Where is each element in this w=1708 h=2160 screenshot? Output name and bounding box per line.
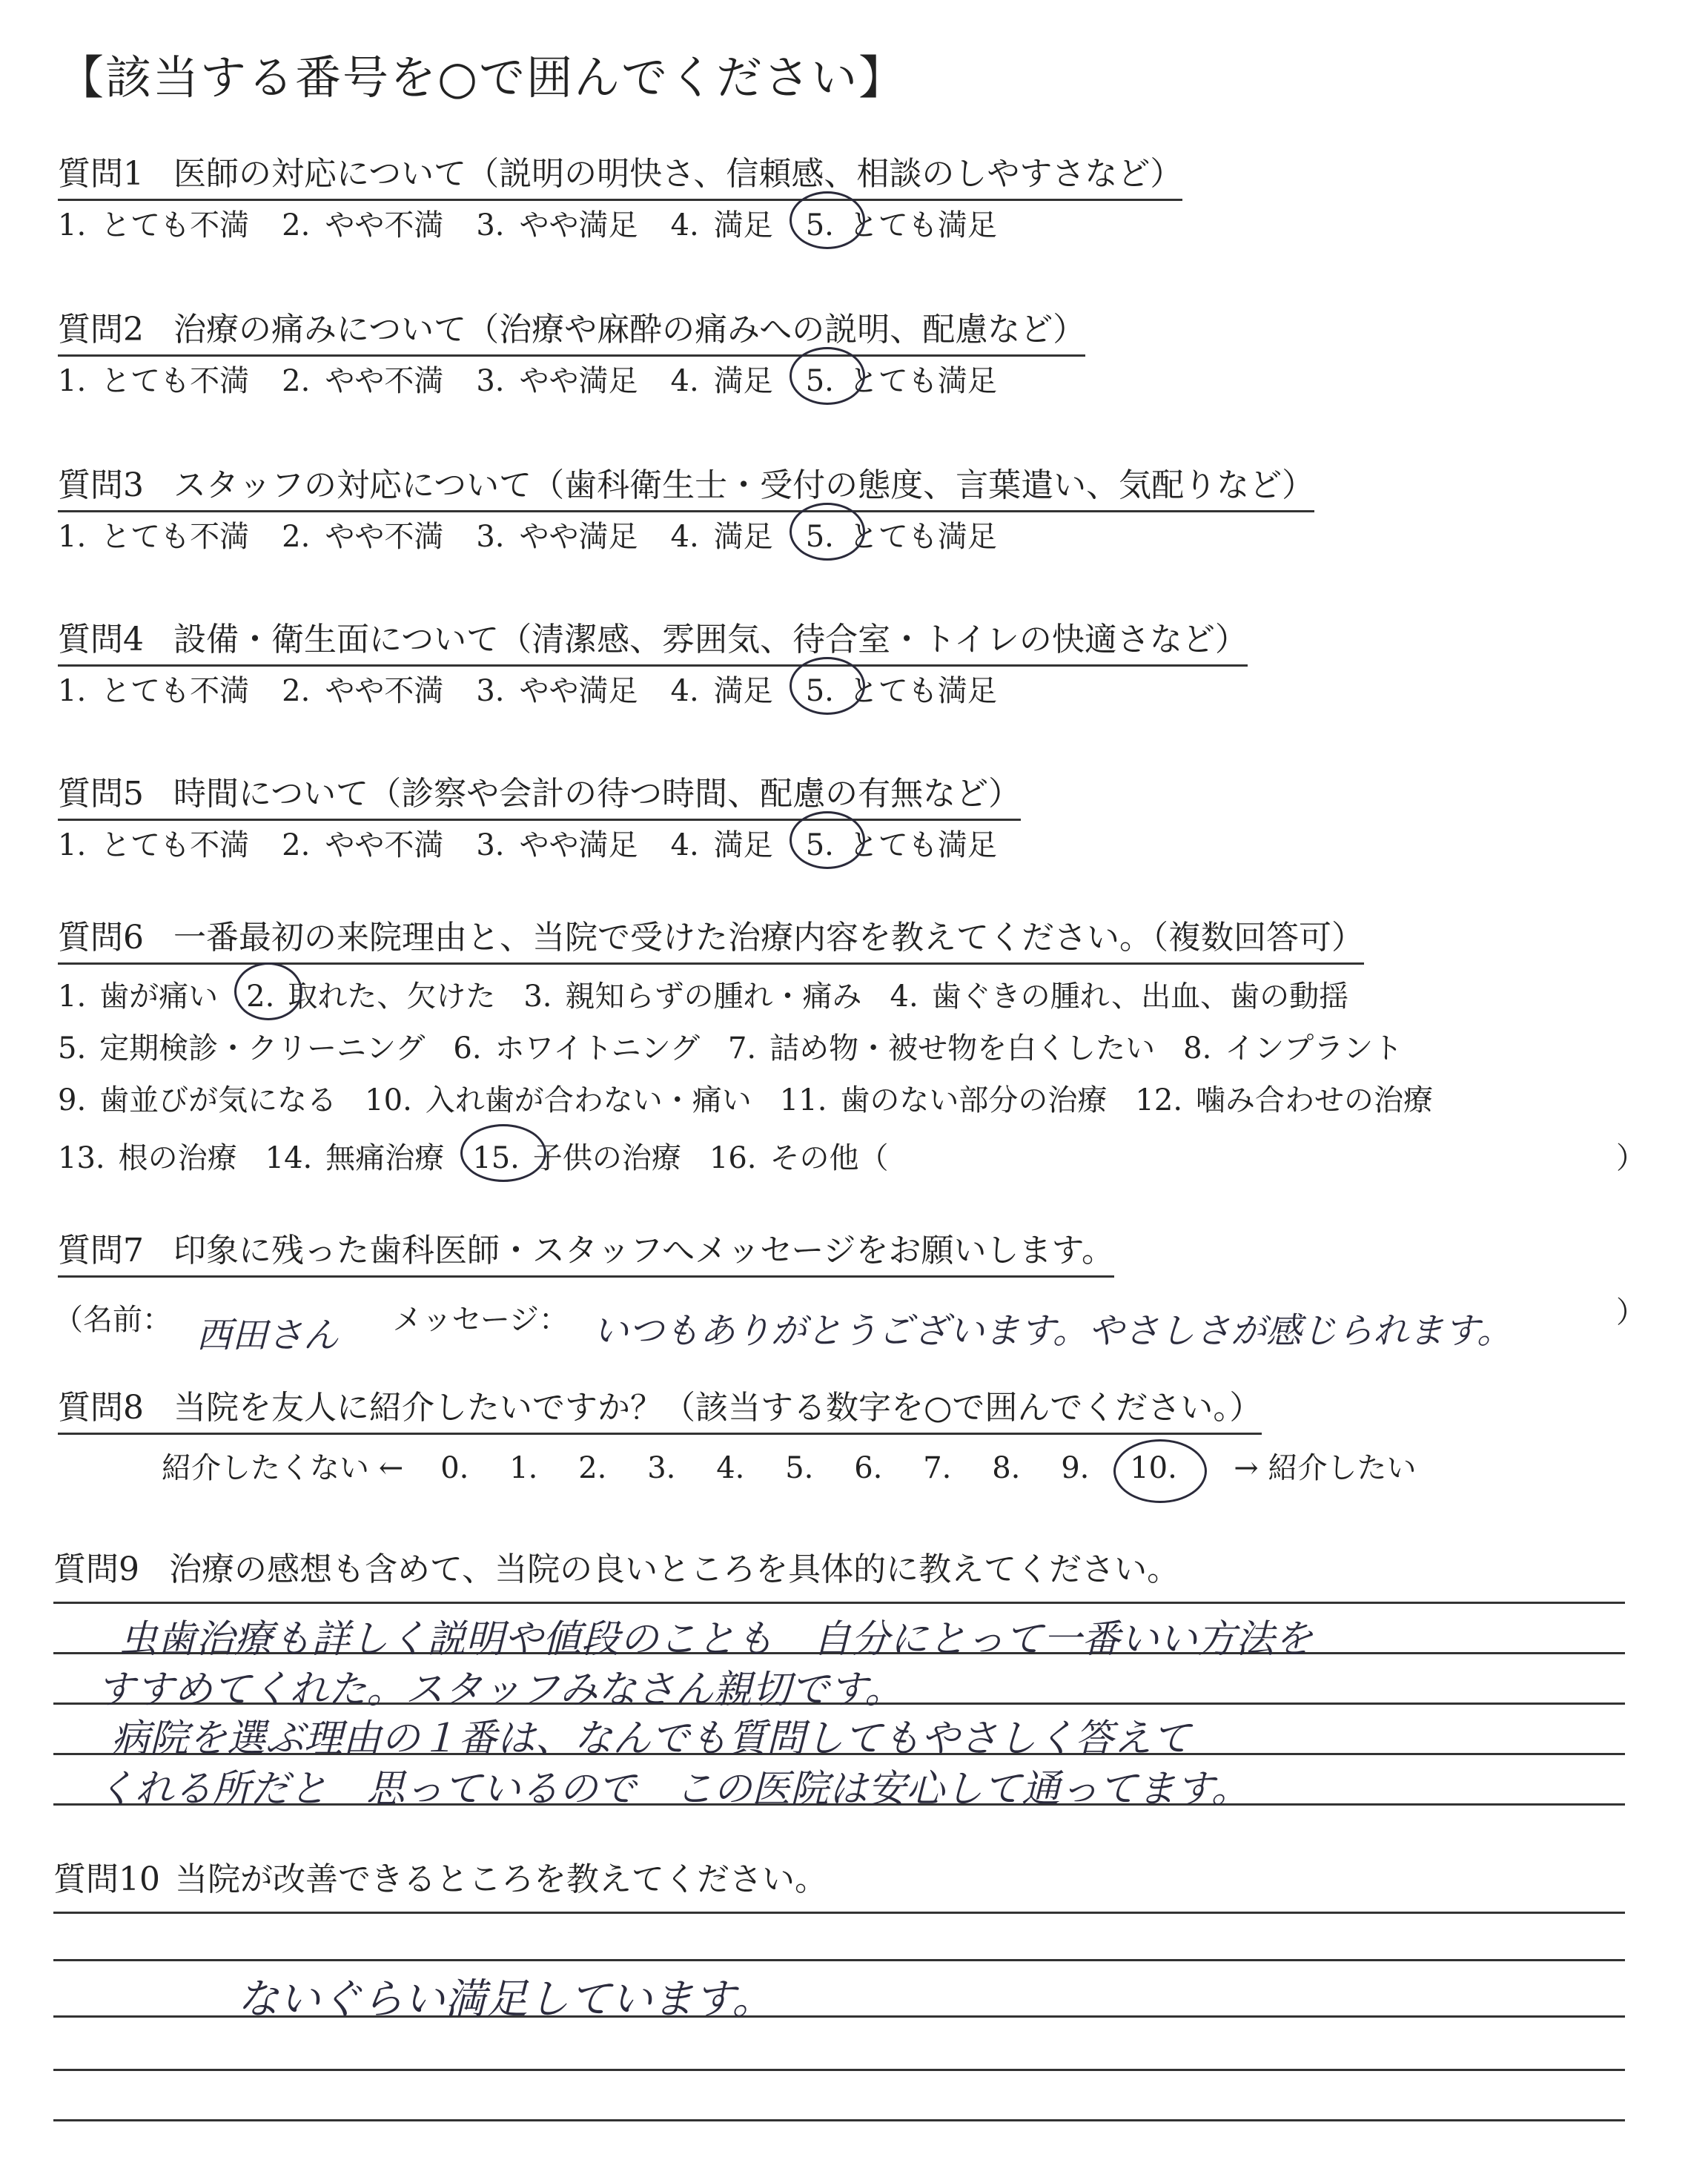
q6-option-label: 歯ぐきの腫れ、出血、歯の動揺 [931, 980, 1349, 1014]
rating-option[interactable] [806, 357, 997, 400]
rating-option[interactable] [806, 202, 997, 244]
q9-number: 質問9 [53, 1550, 139, 1588]
q10-rule [53, 2069, 1625, 2071]
rating-option-number: 4. [670, 208, 699, 242]
rating-option[interactable] [58, 667, 249, 710]
q3-text: スタッフの対応について（歯科衛生士・受付の態度、言葉遣い、気配りなど） [173, 466, 1315, 504]
q10-rule [53, 1959, 1625, 1961]
rating-option-number: 5. [805, 208, 834, 242]
q6-option-row [58, 1135, 917, 1177]
q6-option-label: 無痛治療 [325, 1141, 445, 1175]
rating-option[interactable] [476, 667, 638, 710]
q6-number: 質問6 [58, 919, 144, 957]
selection-circle [790, 811, 865, 869]
rating-option[interactable] [58, 822, 249, 864]
q6-option-row [58, 973, 1377, 1015]
q10-text: 当院が改善できるところを教えてください。 [175, 1860, 827, 1898]
rating-option-number: 3. [476, 208, 505, 242]
rating-option-number: 1. [58, 828, 87, 862]
q6-option-label: 親知らずの腫れ・痛み [565, 980, 862, 1014]
q6-option-label: その他（ [769, 1141, 889, 1175]
q8-scale-option[interactable]: 10. [1130, 1451, 1234, 1485]
page-title: 【該当する番号を○で囲んでください】 [58, 50, 907, 105]
q6-option-number: 4. [890, 980, 918, 1014]
q7-number: 質問7 [58, 1232, 144, 1269]
q6-option[interactable] [728, 1025, 1155, 1067]
q6-option[interactable] [265, 1135, 445, 1177]
rating-option-label: とても満足 [848, 208, 997, 242]
q5-number: 質問5 [58, 775, 144, 813]
q2-number: 質問2 [58, 311, 144, 349]
rating-option-label: 満足 [713, 674, 773, 708]
q6-option-label: 歯が痛い [99, 980, 219, 1014]
q2-options [58, 357, 1030, 400]
rating-option[interactable] [476, 202, 638, 244]
rating-option-number: 1. [58, 520, 87, 554]
q9-text: 治療の感想も含めて、当院の良いところを具体的に教えてください。 [169, 1550, 1180, 1588]
rating-option-label: やや満足 [519, 520, 638, 554]
rating-option-number: 5. [805, 828, 834, 862]
rating-option-number: 4. [670, 674, 699, 708]
q6-option-number: 12. [1135, 1083, 1183, 1117]
q5-options [58, 822, 1030, 864]
q10-title [53, 1852, 827, 1900]
rating-option-number: 2. [282, 208, 311, 242]
q7-title [58, 1223, 1114, 1278]
q6-text: 一番最初の来院理由と、当院で受けた治療内容を教えてください。（複数回答可） [173, 919, 1364, 957]
rating-option[interactable] [671, 357, 773, 400]
q1-title [58, 147, 1182, 201]
q8-left-label: 紹介したくない ← [162, 1451, 404, 1485]
rating-option[interactable] [476, 513, 638, 555]
q9-rule [53, 1602, 1625, 1604]
rating-option-label: やや満足 [519, 674, 638, 708]
rating-option-label: やや不満 [325, 208, 444, 242]
rating-option-label: とても満足 [848, 364, 997, 398]
rating-option-label: とても不満 [101, 520, 250, 554]
rating-option-number: 1. [58, 364, 87, 398]
rating-option[interactable] [671, 513, 773, 555]
q6-other-close: ） [1616, 1141, 1646, 1175]
q1-number: 質問1 [58, 155, 144, 193]
rating-option-number: 2. [282, 364, 311, 398]
rating-option-number: 2. [282, 674, 311, 708]
rating-option-label: 満足 [713, 208, 773, 242]
q6-option[interactable] [780, 1077, 1108, 1119]
rating-option[interactable] [282, 202, 443, 244]
rating-option-number: 5. [805, 520, 834, 554]
selection-circle [790, 347, 865, 405]
q6-option-label: 子供の治療 [532, 1141, 681, 1175]
q7-text: 印象に残った歯科医師・スタッフへメッセージをお願いします。 [173, 1232, 1114, 1269]
rating-option-label: やや満足 [519, 828, 638, 862]
q6-option-label: 定期検診・クリーニング [99, 1031, 426, 1066]
q6-option[interactable] [1135, 1077, 1433, 1119]
q10-answer[interactable]: ないぐらい満足しています。 [237, 1975, 774, 2024]
q6-option-number: 7. [727, 1031, 757, 1066]
q4-options [58, 667, 1030, 710]
selection-circle [1113, 1439, 1207, 1503]
q5-title [58, 767, 1021, 821]
rating-option[interactable] [806, 667, 997, 710]
q7-message-value[interactable]: いつもありがとうございます。やさしさが感じられます。 [592, 1310, 1513, 1352]
q8-scale-option[interactable]: 6. [854, 1451, 883, 1485]
selection-circle [790, 657, 865, 715]
q3-number: 質問3 [58, 466, 144, 504]
selection-circle [234, 962, 302, 1020]
q6-option[interactable] [1183, 1025, 1403, 1067]
q10-number: 質問10 [53, 1860, 160, 1898]
selection-circle [460, 1124, 546, 1182]
q7-answer-row [53, 1289, 1513, 1356]
rating-option-number: 5. [805, 364, 834, 398]
q2-title [58, 303, 1085, 357]
rating-option-label: とても満足 [848, 828, 997, 862]
q4-title [58, 612, 1248, 667]
q6-option[interactable] [365, 1077, 752, 1119]
q8-title [58, 1381, 1262, 1435]
rating-option-number: 4. [670, 828, 699, 862]
rating-option[interactable] [806, 822, 997, 864]
rating-option[interactable] [806, 513, 997, 555]
rating-option[interactable] [671, 202, 773, 244]
q1-text: 医師の対応について（説明の明快さ、信頼感、相談のしやすさなど） [173, 155, 1183, 193]
q6-option-row [58, 1025, 1431, 1067]
q9-answer-line[interactable]: 病院を選ぶ理由の１番は、なんでも質問してもやさしく答えて [111, 1717, 1191, 1761]
q8-scale-option[interactable]: 3. [647, 1451, 676, 1485]
rating-option-number: 4. [670, 520, 699, 554]
rating-option-label: 満足 [713, 520, 773, 554]
q6-option-number: 13. [58, 1141, 105, 1175]
rating-option[interactable] [58, 202, 249, 244]
q6-option-label: 歯並びが気になる [99, 1083, 337, 1117]
rating-option[interactable] [282, 513, 443, 555]
q6-option-label: ホワイトニング [494, 1031, 700, 1066]
q6-option-number: 3. [523, 980, 552, 1014]
rating-option-number: 3. [476, 828, 505, 862]
rating-option-number: 3. [476, 520, 505, 554]
q6-option-number: 11. [779, 1083, 827, 1117]
rating-option-label: とても不満 [101, 674, 250, 708]
rating-option-label: やや不満 [325, 674, 444, 708]
q6-option[interactable] [58, 1135, 237, 1177]
rating-option-label: やや不満 [325, 364, 444, 398]
q9-answer-line[interactable]: 虫歯治療も詳しく説明や値段のことも 自分にとって一番いい方法を [119, 1617, 1313, 1662]
rating-option-number: 5. [805, 674, 834, 708]
q8-scale-option[interactable]: 1. [509, 1451, 538, 1485]
rating-option-label: 満足 [713, 364, 773, 398]
rating-option-label: やや不満 [325, 828, 444, 862]
q3-options [58, 513, 1030, 555]
q2-text: 治療の痛みについて（治療や麻酔の痛みへの説明、配慮など） [173, 311, 1086, 349]
q8-number: 質問8 [58, 1389, 144, 1427]
q6-option[interactable] [523, 973, 861, 1015]
rating-option-number: 2. [282, 828, 311, 862]
rating-option[interactable] [58, 357, 249, 400]
rating-option[interactable] [476, 357, 638, 400]
q6-option-label: 入れ歯が合わない・痛い [425, 1083, 752, 1117]
q6-option-number: 6. [453, 1031, 482, 1066]
q6-option-number: 5. [58, 1031, 87, 1066]
rating-option[interactable] [671, 667, 773, 710]
q6-option-label: 噛み合わせの治療 [1196, 1083, 1434, 1117]
rating-option-number: 3. [476, 364, 505, 398]
q8-scale-option[interactable]: 8. [992, 1451, 1021, 1485]
rating-option-label: とても不満 [101, 828, 250, 862]
q6-option-number: 10. [365, 1083, 412, 1117]
q8-scale-option[interactable]: 5. [785, 1451, 814, 1485]
rating-option-number: 4. [670, 364, 699, 398]
q8-scale [162, 1444, 1416, 1487]
rating-option-number: 3. [476, 674, 505, 708]
q6-option-label: 取れた、欠けた [288, 980, 496, 1014]
q6-title [58, 911, 1364, 965]
q6-option-row [58, 1077, 1461, 1119]
rating-option-label: とても満足 [848, 520, 997, 554]
q6-option[interactable] [246, 973, 495, 1015]
q8-right-label: → 紹介したい [1234, 1451, 1417, 1485]
q6-option-number: 15. [472, 1141, 520, 1175]
q8-scale-option[interactable]: 0. [440, 1451, 469, 1485]
q6-option-label: インプラント [1225, 1031, 1403, 1066]
q6-option-number: 8. [1183, 1031, 1212, 1066]
rating-option[interactable] [282, 667, 443, 710]
q7-name-value[interactable]: 西田さん [196, 1315, 339, 1356]
q9-answer-line[interactable]: くれる所だと 思っているので この医院は安心して通ってます。 [96, 1767, 1250, 1811]
rating-option[interactable] [476, 822, 638, 864]
rating-option[interactable] [282, 822, 443, 864]
selection-circle [790, 191, 865, 249]
rating-option-label: とても満足 [848, 674, 997, 708]
q10-rule [53, 1912, 1625, 1914]
q6-option-label: 根の治療 [118, 1141, 237, 1175]
rating-option-label: とても不満 [101, 208, 250, 242]
rating-option-number: 1. [58, 674, 87, 708]
rating-option[interactable] [58, 513, 249, 555]
rating-option-label: 満足 [713, 828, 773, 862]
rating-option-label: とても不満 [101, 364, 250, 398]
q4-text: 設備・衛生面について（清潔感、雰囲気、待合室・トイレの快適さなど） [173, 621, 1248, 658]
q8-scale-option[interactable]: 2. [578, 1451, 607, 1485]
q6-option-number: 16. [709, 1141, 757, 1175]
q9-answer-line[interactable]: すすめてくれた。スタッフみなさん親切です。 [96, 1668, 904, 1712]
q8-text: 当院を友人に紹介したいですか？（該当する数字を○で囲んでください。） [173, 1389, 1262, 1427]
q6-option-number: 14. [265, 1141, 313, 1175]
rating-option-number: 1. [58, 208, 87, 242]
q4-number: 質問4 [58, 621, 144, 658]
q10-rule [53, 2119, 1625, 2121]
q6-option[interactable] [709, 1135, 889, 1177]
q6-option[interactable] [58, 973, 218, 1015]
rating-option-number: 2. [282, 520, 311, 554]
q8-scale-option[interactable]: 7. [923, 1451, 952, 1485]
q6-option-number: 1. [58, 980, 87, 1014]
q9-title [53, 1542, 1179, 1590]
q6-option-number: 2. [246, 980, 275, 1014]
q7-name-label: （名前： [53, 1303, 172, 1337]
rating-option[interactable] [671, 822, 773, 864]
q8-scale-option[interactable]: 4. [716, 1451, 745, 1485]
q6-option[interactable] [890, 973, 1349, 1015]
q8-scale-option[interactable]: 9. [1061, 1451, 1090, 1485]
q7-message-label: メッセージ： [392, 1303, 569, 1337]
q6-option[interactable] [472, 1135, 681, 1177]
q3-title [58, 458, 1314, 512]
rating-option-label: やや不満 [325, 520, 444, 554]
q7-close: ） [1616, 1295, 1646, 1330]
rating-option-label: やや満足 [519, 208, 638, 242]
q6-option-label: 詰め物・被せ物を白くしたい [769, 1031, 1156, 1066]
q6-option-label: 歯のない部分の治療 [840, 1083, 1108, 1117]
q6-option[interactable] [58, 1025, 425, 1067]
q5-text: 時間について（診察や会計の待つ時間、配慮の有無など） [173, 775, 1022, 813]
q6-option[interactable] [58, 1077, 337, 1119]
rating-option-label: やや満足 [519, 364, 638, 398]
q6-option[interactable] [453, 1025, 700, 1067]
q6-option-number: 9. [58, 1083, 87, 1117]
selection-circle [790, 503, 865, 561]
q1-options [58, 202, 1030, 244]
rating-option[interactable] [282, 357, 443, 400]
